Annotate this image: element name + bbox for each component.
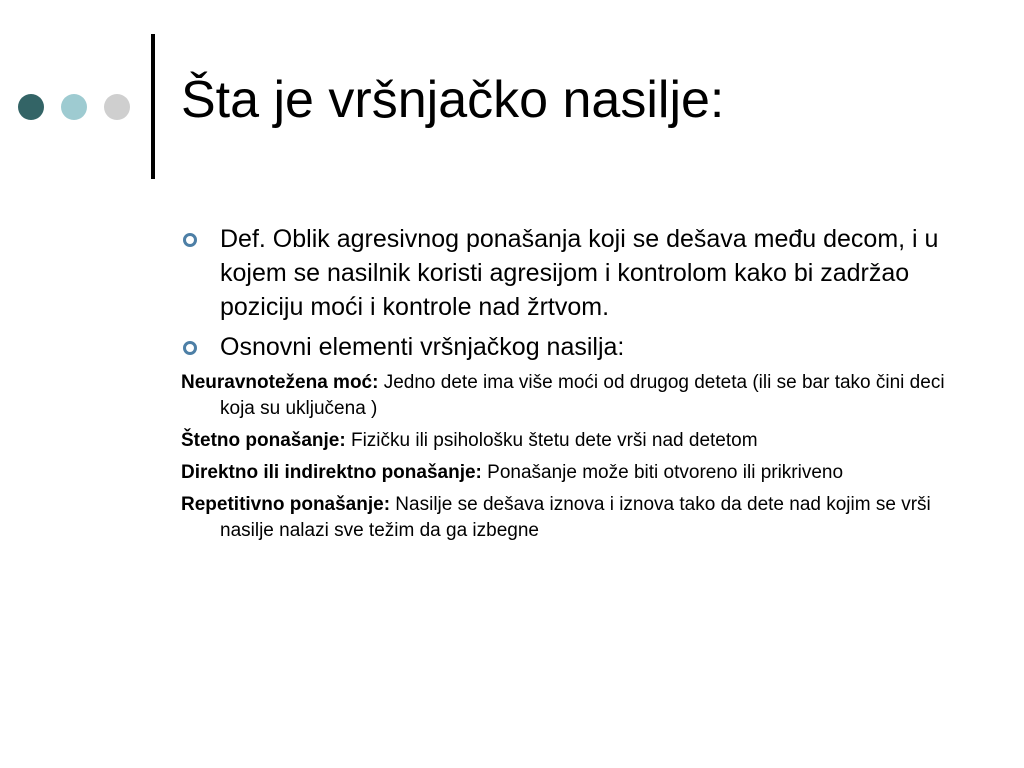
slide-title: Šta je vršnjačko nasilje: <box>181 71 725 129</box>
decorative-dot-light <box>104 94 130 120</box>
bullet-ring-icon <box>183 233 197 247</box>
slide-content <box>181 222 971 550</box>
element-text: Ponašanje može biti otvoreno ili prikriveno <box>481 462 844 483</box>
element-term: Štetno ponašanje: <box>181 430 346 451</box>
element-item-harmful <box>181 428 971 454</box>
element-item-repetitive <box>181 492 971 544</box>
bullet-text: Osnovni elementi vršnjačkog nasilja: <box>220 333 625 361</box>
element-item-imbalance <box>181 370 971 422</box>
element-term: Direktno ili indirektno ponašanje: <box>181 462 482 483</box>
bullet-text: Def. Oblik agresivnog ponašanja koji se dešava među decom, i u kojem se nasilnik koristi agresijom i kontrolom kako bi zadržao poziciju moći i kontrole nad žrtvom. <box>220 225 939 321</box>
bullet-definition <box>181 222 971 324</box>
decorative-dot-mid <box>61 94 87 120</box>
element-text: Nasilje se dešava iznova i iznova tako da dete nad kojim se vrši nasilje nalazi sve težim da ga izbegne <box>220 494 931 541</box>
element-text: Jedno dete ima više moći od drugog deteta (ili se bar tako čini deci koja su uključena ) <box>220 372 945 419</box>
bullet-basic-elements <box>181 330 971 364</box>
bullet-ring-icon <box>183 341 197 355</box>
title-divider-line <box>151 34 155 179</box>
element-text: Fizičku ili psihološku štetu dete vrši nad detetom <box>345 430 758 451</box>
element-term: Repetitivno ponašanje: <box>181 494 391 515</box>
decorative-dot-dark <box>18 94 44 120</box>
element-term: Neuravnotežena moć: <box>181 372 379 393</box>
element-item-direct-indirect <box>181 460 971 486</box>
